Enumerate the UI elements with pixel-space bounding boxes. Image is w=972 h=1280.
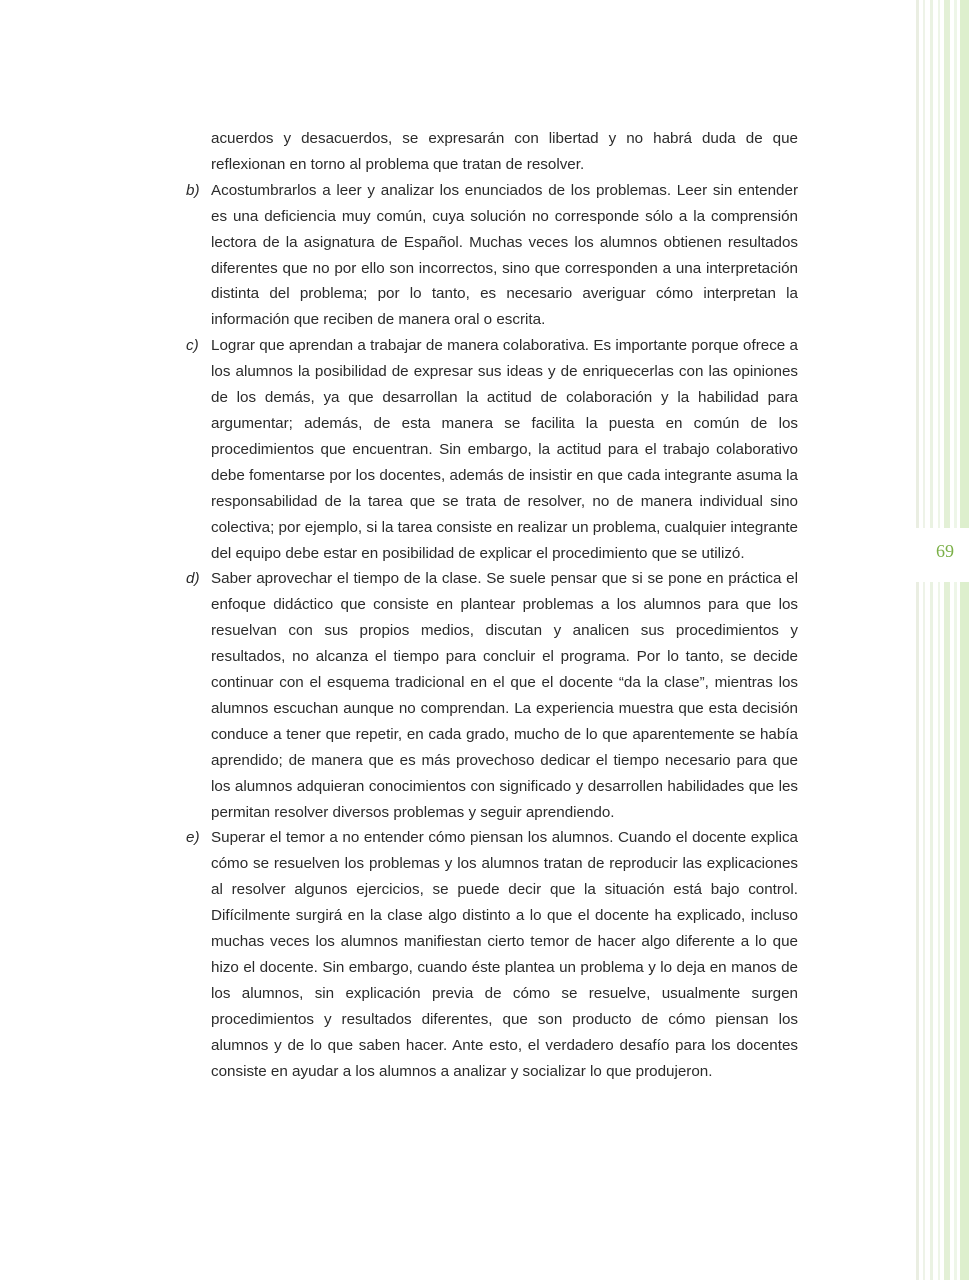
list-item-b — [186, 178, 798, 333]
list-item-text: Lograr que aprendan a trabajar de manera colaborativa. Es importante porque ofrece a los alumnos la posibilidad de expresar sus ideas y de enriquecerlas con las opiniones de los demás, ya que desarrollan la actitud de colaboración y la habilidad para argumentar; además, de esta manera se facilita la puesta en común de los procedimientos que encuentran. Sin embargo, la actitud para el trabajo colaborativo debe fomentarse por los docentes, además de insistir en que cada integrante asuma la responsabilidad de la tarea que se trata de resolver, no de manera individual sino colectiva; por ejemplo, si la tarea consiste en realizar un problema, cualquier integrante del equipo debe estar en posibilidad de explicar el procedimiento que se utilizó. — [211, 337, 798, 562]
page-number: 69 — [936, 541, 954, 561]
list-marker: b) — [186, 181, 200, 199]
continuation-paragraph: acuerdos y desacuerdos, se expresarán con libertad y no habrá duda de que reflexionan en torno al problema que tratan de resolver. — [211, 130, 798, 173]
list-item-text: Superar el temor a no entender cómo piensan los alumnos. Cuando el docente explica cómo se resuelven los problemas y los alumnos tratan de reproducir las explicaciones al resolver algunos ejercicios, se puede decir que la situación está bajo control. Difícilmente surgirá en la clase algo distinto a lo que el docente ha explicado, incluso muchas veces los alumnos manifiestan cierto temor de hacer algo diferente a lo que hizo el docente. Sin embargo, cuando éste plantea un problema y lo deja en manos de los alumnos, sin explicación previa de cómo se resuelve, usualmente surgen procedimientos y resultados diferentes, que son producto de cómo piensan los alumnos y de lo que saben hacer. Ante esto, el verdadero desafío para los docentes consiste en ayudar a los alumnos a analizar y socializar lo que produjeron. — [211, 829, 798, 1080]
list-item-d — [186, 566, 798, 825]
stripe — [938, 0, 940, 1280]
stripe — [916, 0, 919, 1280]
document-body — [186, 126, 798, 1085]
list-marker: e) — [186, 829, 200, 847]
decorative-margin-stripes — [912, 0, 972, 1280]
list-marker: c) — [186, 337, 199, 355]
stripe — [960, 0, 969, 1280]
list-item-text: Acostumbrarlos a leer y analizar los enunciados de los problemas. Leer sin entender es una deficiencia muy común, cuya solución no corresponde sólo a la comprensión lectora de la asignatura de Español. Muchas veces los alumnos obtienen resultados diferentes que no por ello son incorrectos, sino que corresponden a una interpretación distinta del problema; por lo tanto, es necesario averiguar cómo interpretan la información que reciben de manera oral o escrita. — [211, 181, 798, 329]
list-item-c — [186, 333, 798, 566]
list-item-e — [186, 825, 798, 1084]
stripe — [923, 0, 925, 1280]
stripe — [944, 0, 950, 1280]
stripe — [930, 0, 933, 1280]
list-marker: d) — [186, 570, 200, 588]
list-item-text: Saber aprovechar el tiempo de la clase. Se suele pensar que si se pone en práctica el enfoque didáctico que consiste en plantear problemas a los alumnos para que los resuelvan con sus propios medios, discutan y analicen sus procedimientos y resultados, no alcanza el tiempo para concluir el programa. Por lo tanto, se decide continuar con el esquema tradicional en el que el docente “da la clase”, mientras los alumnos escuchan aunque no comprendan. La experiencia muestra que esta decisión conduce a tener que repetir, en cada grado, mucho de lo que aparentemente se había aprendido; de manera que es más provechoso dedicar el tiempo necesario para que los alumnos adquieran conocimientos con significado y desarrollen habilidades que les permitan resolver diversos problemas y seguir aprendiendo. — [211, 570, 798, 821]
stripe — [954, 0, 957, 1280]
